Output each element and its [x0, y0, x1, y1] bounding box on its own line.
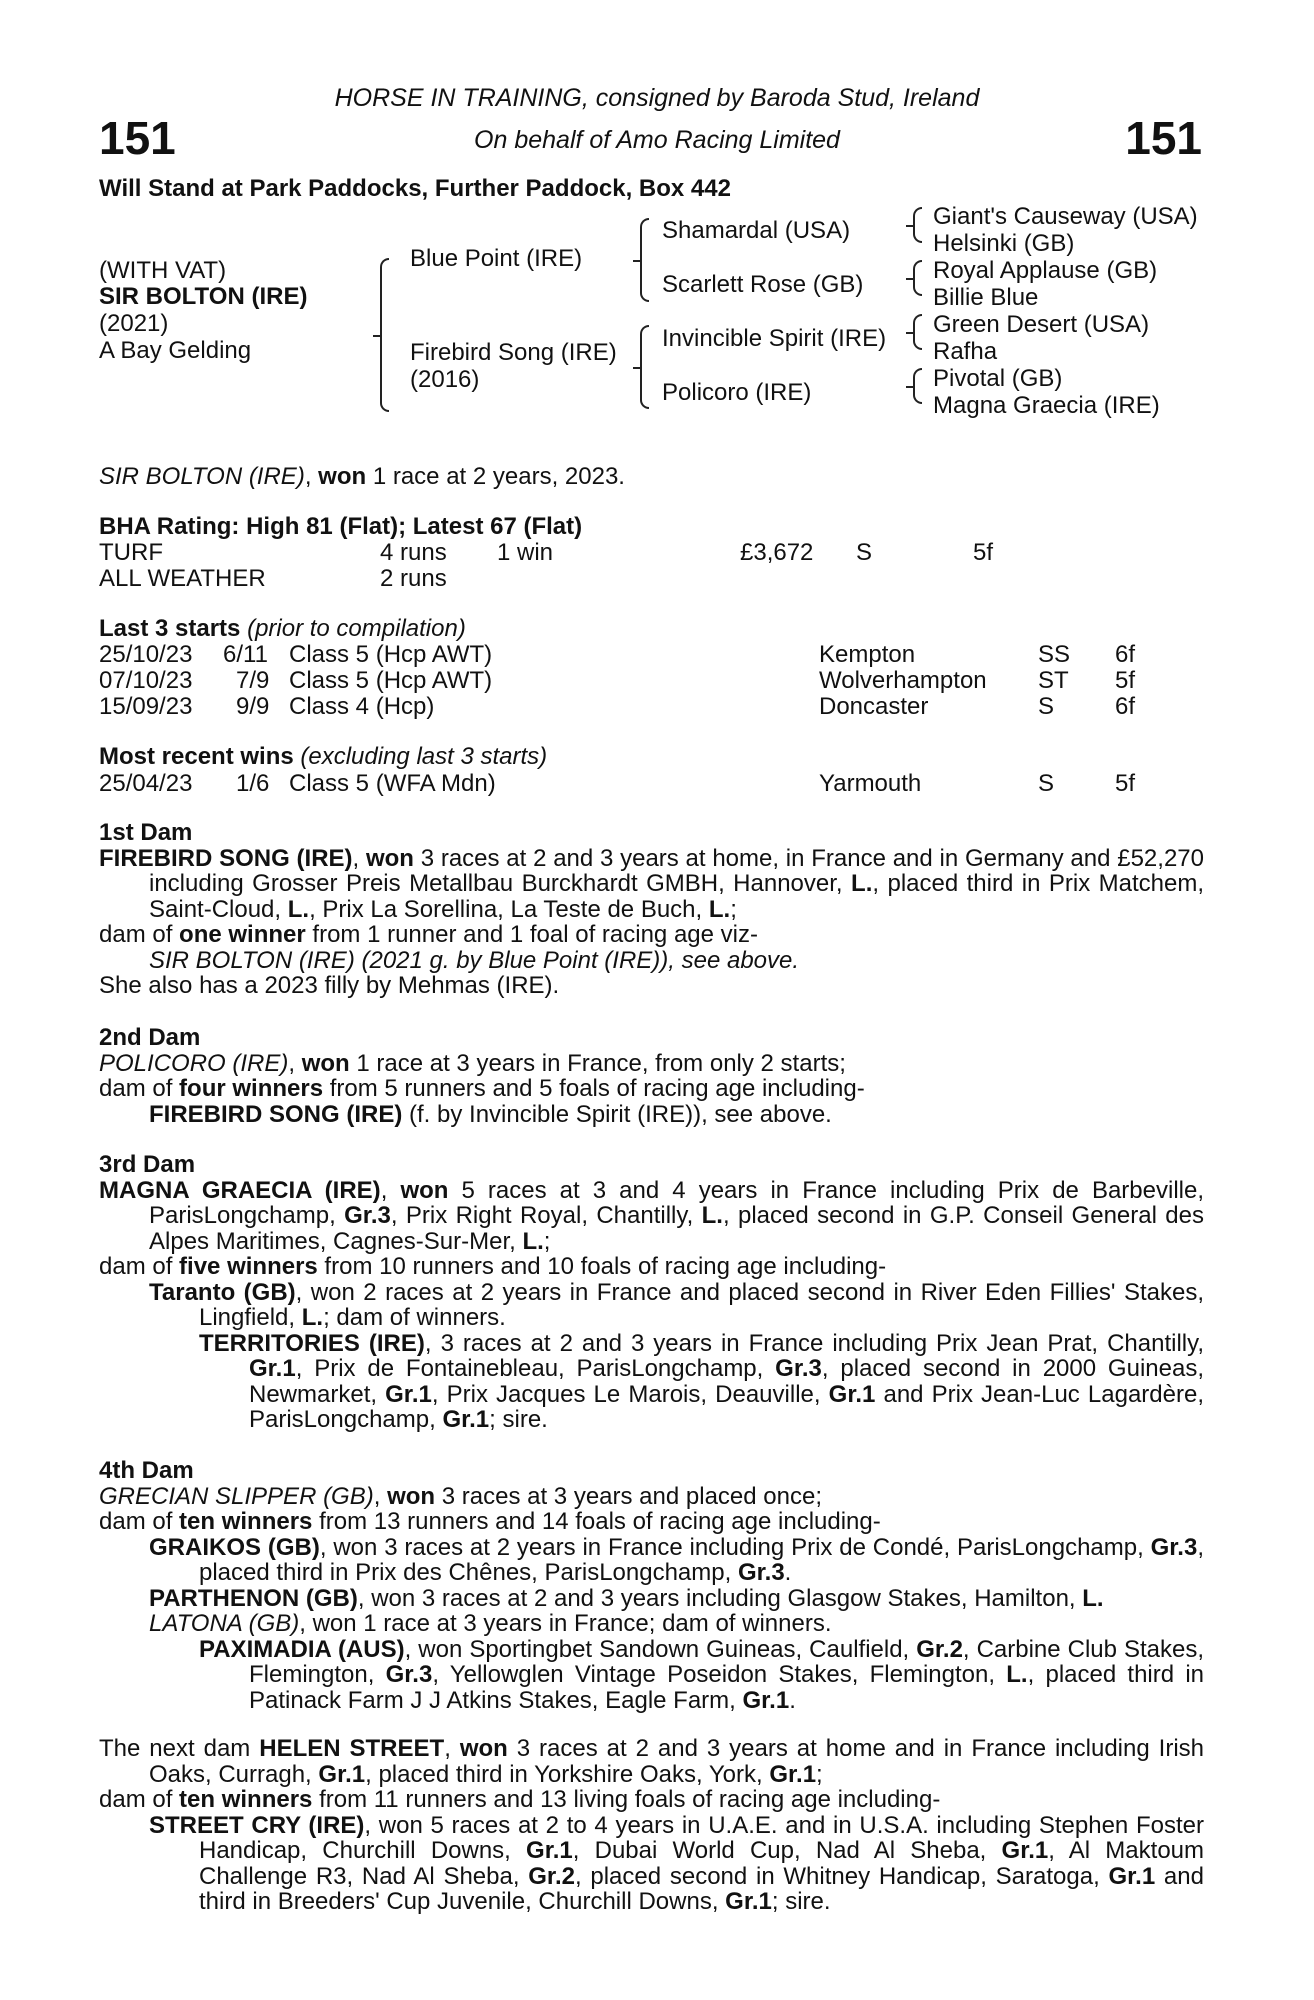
- behalf-line: On behalf of Amo Racing Limited: [474, 126, 840, 154]
- recent-wins-title: [99, 744, 547, 770]
- pedigree-dam-sire: Invincible Spirit (IRE): [662, 325, 887, 352]
- group-mark: Gr.1: [1001, 1837, 1049, 1864]
- produce-text: ; sire.: [771, 1888, 831, 1915]
- produce-name: Taranto (GB): [149, 1278, 296, 1306]
- rating-surface: TURF: [99, 539, 163, 566]
- group-mark: Gr.1: [526, 1837, 573, 1864]
- race-text: ;: [816, 1760, 823, 1788]
- start-position: 6/11: [223, 641, 268, 668]
- win-course: Yarmouth: [819, 770, 922, 797]
- start-distance: 5f: [1115, 667, 1136, 694]
- group-mark: Gr.1: [742, 1686, 790, 1714]
- last-starts-label: Last 3 starts: [99, 615, 241, 642]
- rating-wins: 1 win: [497, 539, 554, 566]
- produce-name: PAXIMADIA (AUS): [199, 1635, 405, 1663]
- produce-text: (f. by Invincible Spirit (IRE)), see above.: [402, 1100, 832, 1128]
- listed-mark: L.: [1082, 1584, 1104, 1612]
- produce-name: FIREBIRD SONG (IRE): [149, 1100, 403, 1128]
- third-dam-heading: 3rd Dam: [99, 1151, 196, 1178]
- summary-name: SIR BOLTON (IRE): [99, 463, 305, 490]
- start-position: 9/9: [236, 693, 270, 720]
- fourth-dam-heading: 4th Dam: [99, 1457, 194, 1484]
- produce-text: .: [789, 1686, 796, 1714]
- dam-of-label: dam of: [99, 1786, 180, 1813]
- produce-text: , placed third in Patinack Farm J J Atkins Stakes, Eagle Farm,: [249, 1661, 1205, 1714]
- fourth-dam-produce: [99, 1535, 1204, 1586]
- produce-text: and third in Breeders' Cup Juvenile, Churchill Downs,: [199, 1862, 1204, 1915]
- recent-wins-note: (excluding last 3 starts): [293, 743, 548, 770]
- group-mark: Gr.3: [344, 1202, 391, 1229]
- race-text: , Prix La Sorellina, La Teste de Buch,: [309, 895, 709, 923]
- produce-summary-rest: from 11 runners and 13 living foals of racing age including-: [312, 1786, 941, 1813]
- next-dam-produce: [99, 1813, 1204, 1915]
- summary-rest: 1 race at 2 years, 2023.: [366, 463, 625, 490]
- fourth-dam-grand-produce: [99, 1637, 1204, 1714]
- listed-mark: L.: [708, 895, 731, 923]
- brace-sire-parents: [640, 218, 649, 302]
- horse-description: A Bay Gelding: [99, 337, 252, 364]
- listed-mark: L.: [301, 1304, 324, 1331]
- listed-mark: L.: [851, 870, 873, 897]
- vat-label: (WITH VAT): [99, 257, 227, 284]
- won-label: won: [365, 844, 414, 872]
- third-dam-produce-summary: [99, 1254, 1204, 1280]
- brace-parents: [380, 258, 389, 412]
- lot-number-right: 151: [1125, 112, 1202, 164]
- recent-wins-label: Most recent wins: [99, 743, 294, 770]
- pedigree-g1: Giant's Causeway (USA): [933, 203, 1198, 230]
- race-text: ;: [730, 895, 737, 923]
- first-dam-produce: SIR BOLTON (IRE) (2021 g. by Blue Point (IRE)), see above.: [149, 946, 800, 974]
- first-dam-heading: 1st Dam: [99, 819, 193, 846]
- rating-runs: 2 runs: [380, 565, 447, 592]
- last-starts-note: (prior to compilation): [240, 615, 466, 642]
- second-dam-record: POLICORO (IRE), won 1 race at 3 years in France, from only 2 starts;: [99, 1049, 846, 1077]
- start-course: Doncaster: [819, 693, 929, 720]
- race-summary: SIR BOLTON (IRE), won 1 race at 2 years, 2023.: [99, 463, 625, 490]
- race-text: 3 races at 2 and 3 years at home, in France and in Germany and £52,270 including Grosser Preis Metallbau Burckhardt GMBH, Hannover,: [149, 844, 1204, 897]
- stand-location: Will Stand at Park Paddocks, Further Paddock, Box 442: [99, 175, 731, 202]
- produce-text: , Prix de Fontainebleau, ParisLongchamp,: [295, 1355, 776, 1382]
- produce-text: , won 1 race at 3 years in France; dam of winners.: [299, 1610, 832, 1637]
- second-dam-heading: 2nd Dam: [99, 1024, 201, 1051]
- second-dam-section: [99, 1025, 1204, 1127]
- brace-g2: [913, 260, 922, 296]
- won-label: won: [459, 1735, 508, 1762]
- win-race: Class 5 (WFA Mdn): [289, 770, 496, 797]
- produce-text: , placed third in Prix des Chênes, ParisLongchamp,: [199, 1533, 1204, 1586]
- next-dam-name: HELEN STREET: [259, 1735, 445, 1762]
- next-dam-section: [99, 1736, 1204, 1915]
- pedigree-g7: Pivotal (GB): [933, 365, 1063, 392]
- group-mark: Gr.1: [725, 1888, 772, 1915]
- start-date: 25/10/23: [99, 641, 193, 668]
- second-dam-name: POLICORO (IRE): [99, 1049, 289, 1077]
- race-text: , placed third in Yorkshire Oaks, York,: [365, 1760, 770, 1788]
- won-label: won: [387, 1482, 436, 1510]
- fourth-dam-produce: [99, 1611, 1204, 1637]
- start-date: 15/09/23: [99, 693, 193, 720]
- pedigree-g8: Magna Graecia (IRE): [933, 392, 1160, 419]
- race-text: 5 races at 3 and 4 years in France including Prix de Barbeville, ParisLongchamp,: [149, 1176, 1205, 1229]
- listed-mark: L.: [287, 895, 310, 923]
- pedigree-g5: Green Desert (USA): [933, 311, 1150, 338]
- group-mark: Gr.3: [1150, 1533, 1198, 1561]
- group-mark: Gr.1: [1108, 1862, 1156, 1890]
- start-distance: 6f: [1115, 693, 1136, 720]
- race-text: 1 race at 3 years in France, from only 2 starts;: [349, 1049, 846, 1077]
- group-mark: Gr.1: [318, 1760, 366, 1788]
- dam-of-label: dam of: [99, 1508, 180, 1535]
- produce-text: , Carbine Club Stakes, Flemington,: [249, 1635, 1204, 1688]
- produce-text: ; dam of winners.: [323, 1304, 506, 1331]
- group-mark: Gr.1: [249, 1355, 296, 1382]
- produce-text: , Al Maktoum Challenge R3, Nad Al Sheba,: [199, 1837, 1205, 1890]
- first-dam-name: FIREBIRD SONG (IRE): [99, 844, 353, 872]
- group-mark: Gr.3: [385, 1661, 433, 1688]
- first-dam-produce-summary: [99, 922, 1204, 948]
- third-dam-record: MAGNA GRAECIA (IRE), won 5 races at 3 and 4 years in France including Prix de Barbeville, ParisLongchamp, Gr.3, Prix Right Royal, Chantilly, L., placed second in G.P. Conseil General des Alpes Maritimes, Cagnes-Sur-Mer, L.;: [99, 1176, 1205, 1255]
- second-dam-produce: [99, 1102, 1204, 1128]
- next-dam-record: The next dam HELEN STREET, won 3 races at 2 and 3 years at home and in France including Irish Oaks, Curragh, Gr.1, placed third in Yorkshire Oaks, York, Gr.1;: [99, 1735, 1204, 1788]
- group-mark: Gr.1: [828, 1380, 876, 1408]
- produce-text: , won 3 races at 2 years in France including Prix de Condé, ParisLongchamp,: [319, 1533, 1151, 1561]
- race-text: , Prix Right Royal, Chantilly,: [390, 1202, 702, 1229]
- produce-text: , placed second in Whitney Handicap, Saratoga,: [574, 1862, 1109, 1890]
- pedigree-g3: Royal Applause (GB): [933, 257, 1158, 284]
- winners-count: ten winners: [179, 1786, 313, 1813]
- fourth-dam-record: GRECIAN SLIPPER (GB), won 3 races at 3 years and placed once;: [99, 1482, 822, 1510]
- fourth-dam-produce: [99, 1586, 1204, 1612]
- pedigree-g2: Helsinki (GB): [933, 230, 1075, 257]
- brace-g3: [913, 314, 922, 350]
- produce-text: , won Sportingbet Sandown Guineas, Caulfield,: [404, 1635, 917, 1663]
- start-position: 7/9: [236, 667, 270, 694]
- race-text: 3 races at 3 years and placed once;: [435, 1482, 822, 1510]
- third-dam-grand-produce: [99, 1331, 1204, 1433]
- won-label: won: [400, 1176, 449, 1204]
- group-mark: Gr.1: [442, 1406, 490, 1433]
- produce-summary-rest: from 1 runner and 1 foal of racing age viz-: [305, 921, 758, 948]
- produce-name: PARTHENON (GB): [149, 1584, 358, 1612]
- produce-text: , won 3 races at 2 and 3 years including Glasgow Stakes, Hamilton,: [357, 1584, 1083, 1612]
- start-course: Wolverhampton: [819, 667, 987, 694]
- group-mark: Gr.3: [737, 1559, 785, 1586]
- start-going: SS: [1038, 641, 1071, 668]
- won-label: won: [301, 1049, 350, 1077]
- third-dam-produce: [99, 1280, 1204, 1331]
- race-text: 3 races at 2 and 3 years at home and in France including Irish Oaks, Curragh,: [149, 1735, 1204, 1788]
- listed-mark: L.: [1006, 1661, 1028, 1688]
- produce-text: , Yellowglen Vintage Poseidon Stakes, Flemington,: [432, 1661, 1007, 1688]
- listed-mark: L.: [522, 1227, 544, 1255]
- dam-of-label: dam of: [99, 921, 180, 948]
- start-date: 07/10/23: [99, 667, 193, 694]
- race-text: , placed second in G.P. Conseil General des Alpes Maritimes, Cagnes-Sur-Mer,: [149, 1202, 1204, 1255]
- race-text: ;: [543, 1227, 551, 1255]
- rating-going: S: [856, 539, 873, 566]
- fourth-dam-name: GRECIAN SLIPPER (GB): [99, 1482, 374, 1510]
- rating-runs: 4 runs: [380, 539, 447, 566]
- group-mark: Gr.2: [916, 1635, 963, 1663]
- first-dam-note: She also has a 2023 filly by Mehmas (IRE).: [99, 972, 560, 999]
- brace-g4: [913, 368, 922, 404]
- pedigree-dam-dam: Policoro (IRE): [662, 379, 812, 406]
- rating-surface: ALL WEATHER: [99, 565, 266, 592]
- start-race: Class 5 (Hcp AWT): [289, 641, 493, 668]
- winners-count: four winners: [179, 1075, 324, 1102]
- win-date: 25/04/23: [99, 770, 193, 797]
- produce-summary-rest: from 10 runners and 10 foals of racing age including-: [317, 1253, 887, 1280]
- winners-count: one winner: [179, 921, 306, 948]
- first-dam-record: FIREBIRD SONG (IRE), won 3 races at 2 and 3 years at home, in France and in Germany and £52,270 including Grosser Preis Metallbau Burckhardt GMBH, Hannover, L., placed third in Prix Matchem, Saint-Cloud, L., Prix La Sorellina, La Teste de Buch, L.;: [99, 844, 1205, 923]
- produce-text: , Prix Jacques Le Marois, Deauville,: [431, 1380, 829, 1408]
- consignor-line: HORSE IN TRAINING, consigned by Baroda Stud, Ireland: [334, 84, 980, 112]
- start-going: ST: [1038, 667, 1069, 694]
- start-race: Class 4 (Hcp): [289, 693, 435, 720]
- fourth-dam-produce-summary: [99, 1509, 1204, 1535]
- produce-text: , 3 races at 2 and 3 years in France including Prix Jean Prat, Chantilly,: [424, 1329, 1205, 1357]
- lot-number-left: 151: [99, 112, 176, 164]
- start-going: S: [1038, 693, 1055, 720]
- next-dam-intro: The next dam: [99, 1735, 260, 1762]
- next-dam-produce-summary: [99, 1787, 1204, 1813]
- last-starts-title: [99, 616, 466, 642]
- produce-name: LATONA (GB): [149, 1610, 300, 1637]
- produce-text: and Prix Jean-Luc Lagardère, ParisLongchamp,: [249, 1380, 1204, 1433]
- win-going: S: [1038, 770, 1055, 797]
- produce-summary-rest: from 5 runners and 5 foals of racing age including-: [323, 1075, 865, 1102]
- third-dam-section: [99, 1152, 1204, 1433]
- dam-of-label: dam of: [99, 1075, 180, 1102]
- brace-dam-parents: [640, 325, 649, 409]
- produce-summary-rest: from 13 runners and 14 foals of racing age including-: [312, 1508, 881, 1535]
- pedigree-sire: Blue Point (IRE): [410, 245, 583, 272]
- produce-text: , Dubai World Cup, Nad Al Sheba,: [572, 1837, 1002, 1864]
- dam-of-label: dam of: [99, 1253, 180, 1280]
- produce-text: .: [784, 1559, 792, 1586]
- winners-count: ten winners: [179, 1508, 313, 1535]
- produce-text: ; sire.: [489, 1406, 548, 1433]
- fourth-dam-section: [99, 1458, 1204, 1713]
- horse-name: SIR BOLTON (IRE): [99, 283, 308, 310]
- start-race: Class 5 (Hcp AWT): [289, 667, 493, 694]
- pedigree-sire-dam: Scarlett Rose (GB): [662, 271, 864, 298]
- listed-mark: L.: [701, 1202, 723, 1229]
- group-mark: Gr.3: [775, 1355, 822, 1382]
- bha-rating-title: BHA Rating: High 81 (Flat); Latest 67 (Flat): [99, 513, 583, 540]
- win-position: 1/6: [236, 770, 270, 797]
- produce-name: TERRITORIES (IRE): [199, 1329, 425, 1357]
- produce-text: , placed second in 2000 Guineas, Newmarket,: [249, 1355, 1204, 1408]
- group-mark: Gr.1: [385, 1380, 432, 1408]
- race-text: , placed third in Prix Matchem, Saint-Cloud,: [149, 870, 1205, 923]
- pedigree-g4: Billie Blue: [933, 284, 1039, 311]
- pedigree-sire-sire: Shamardal (USA): [662, 217, 851, 244]
- group-mark: Gr.2: [528, 1862, 575, 1890]
- winners-count: five winners: [179, 1253, 318, 1280]
- rating-prize: £3,672: [740, 539, 814, 566]
- horse-year: (2021): [99, 310, 169, 337]
- start-course: Kempton: [819, 641, 916, 668]
- produce-name: STREET CRY (IRE): [149, 1811, 365, 1839]
- win-distance: 5f: [1115, 770, 1136, 797]
- second-dam-produce-summary: [99, 1076, 1204, 1102]
- pedigree-dam: Firebird Song (IRE): [410, 339, 617, 366]
- summary-won: won: [318, 463, 367, 490]
- third-dam-name: MAGNA GRAECIA (IRE): [99, 1176, 381, 1204]
- rating-distance: 5f: [973, 539, 994, 566]
- produce-text: , won 2 races at 2 years in France and placed second in River Eden Fillies' Stakes, Lingfield,: [199, 1278, 1204, 1331]
- group-mark: Gr.1: [769, 1760, 817, 1788]
- produce-name: GRAIKOS (GB): [149, 1533, 320, 1561]
- brace-g1: [913, 207, 922, 243]
- start-distance: 6f: [1115, 641, 1136, 668]
- pedigree-g6: Rafha: [933, 338, 998, 365]
- pedigree-dam-year: (2016): [410, 366, 480, 393]
- first-dam-section: [99, 820, 1204, 999]
- produce-text: , won 5 races at 2 to 4 years in U.A.E. and in U.S.A. including Stephen Foster Handicap, Churchill Downs,: [199, 1811, 1204, 1864]
